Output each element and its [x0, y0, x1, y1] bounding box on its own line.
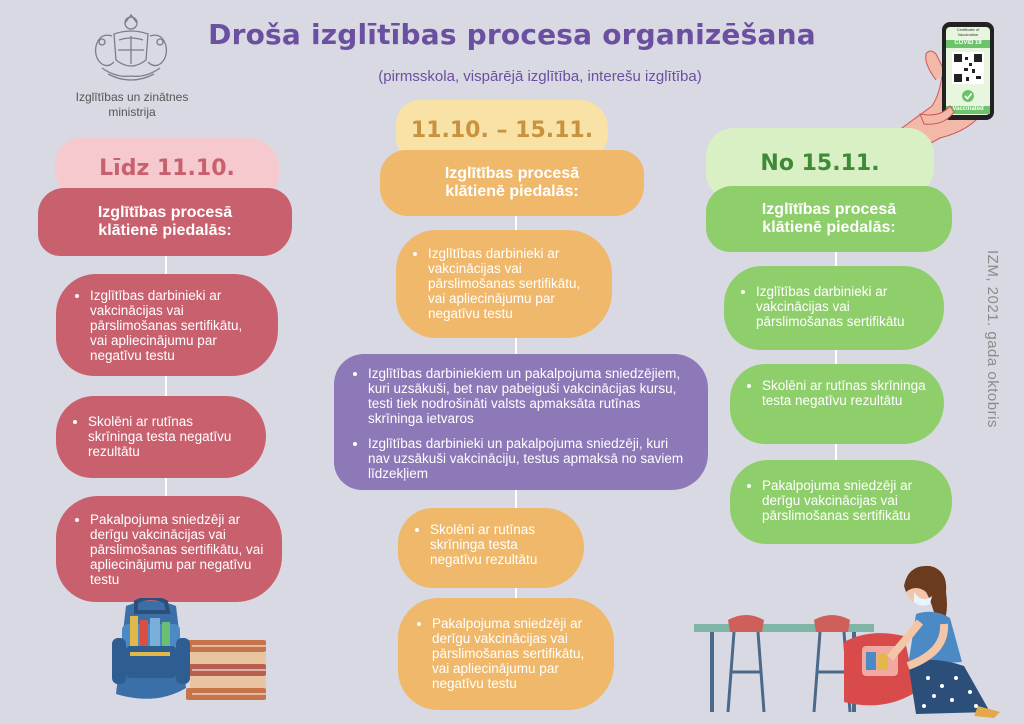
left-subheading-text: Izglītības procesā klātienē piedalās: [97, 204, 233, 239]
right-subheading-text: Izglītības procesā klātienē piedalās: [761, 201, 897, 236]
middle-subheading-text: Izglītības procesā klātienē piedalās: [444, 165, 580, 200]
right-item-3 [730, 460, 952, 544]
left-item-1 [56, 274, 278, 376]
middle-item-2-3 [334, 354, 708, 490]
left-subheading [38, 188, 292, 256]
side-note-text: IZM, 2021. gada oktobris [984, 250, 1001, 428]
cert-covid-label: COVID 19 [954, 40, 982, 46]
ministry-line2: ministrija [108, 105, 156, 119]
left-item-2-text: • Skolēni ar rutīnas skrīninga testa negatīvu rezultātu [88, 414, 248, 459]
right-item-3-text: • Pakalpojuma sniedzēji ar derīgu vakcinācijas vai pārslimošanas sertifikātu [762, 478, 938, 523]
middle-item-4-text: • Skolēni ar rutīnas skrīninga testa negatīvu rezultātu [430, 522, 572, 567]
side-note [985, 250, 1001, 510]
student-classroom-illustration [694, 562, 1004, 718]
cert-status-label: Vaccinated [952, 106, 984, 112]
cert-top-text: Certificate of Vaccination [956, 28, 980, 37]
right-item-2 [730, 364, 944, 444]
ministry-line1: Izglītības un zinātnes [75, 90, 189, 104]
middle-item-1-text: • Izglītības darbinieki ar vakcinācijas vai pārslimošanas sertifikātu, vai apliecinājumu par negatīvu testu [428, 246, 596, 321]
left-heading-text: Līdz 11.10. [99, 155, 235, 181]
right-heading-text: No 15.11. [760, 150, 880, 176]
ministry-name [62, 90, 202, 120]
middle-item-4 [398, 508, 584, 588]
right-subheading [706, 186, 952, 252]
middle-item-3-text: • Izglītības darbinieki un pakalpojuma sniedzēji, kuri nav uzsākuši vakcināciju, testus apmaksā no saviem līdzekļiem [368, 436, 692, 481]
middle-heading-text: 11.10. – 15.11. [410, 117, 594, 143]
middle-item-5-text: • Pakalpojuma sniedzēji ar derīgu vakcinācijas vai pārslimošanas sertifikātu, vai apliecinājumu par negatīvu testu [432, 616, 598, 691]
page-subtitle: (pirmsskola, vispārējā izglītība, interešu izglītība) [378, 68, 702, 85]
right-item-2-text: • Skolēni ar rutīnas skrīninga testa negatīvu rezultātu [762, 378, 928, 408]
backpack-books-illustration [96, 598, 272, 710]
left-item-3-text: • Pakalpojuma sniedzēji ar derīgu vakcinācijas vai pārslimošanas sertifikātu, vai apliecinājumu par negatīvu testu [90, 512, 264, 587]
middle-subheading [380, 150, 644, 216]
right-item-1-text: • Izglītības darbinieki ar vakcinācijas vai pārslimošanas sertifikātu [756, 284, 928, 329]
left-item-2 [56, 396, 266, 478]
middle-item-1 [396, 230, 612, 338]
left-item-1-text: • Izglītības darbinieki ar vakcinācijas vai pārslimošanas sertifikātu, vai apliecinājumu par negatīvu testu [90, 288, 260, 363]
right-item-1 [724, 266, 944, 350]
page-title-wrap [0, 18, 1024, 51]
page-title: Droša izglītības procesa organizēšana [208, 18, 816, 51]
left-item-3 [56, 496, 282, 602]
middle-item-5 [398, 598, 614, 710]
middle-item-2-text: • Izglītības darbiniekiem un pakalpojuma sniedzējiem, kuri uzsākuši, bet nav pabeiguši vakcinācijas kursu, testi tiek nodrošināti valsts apmaksāta rutīnas skrīninga ietvaros [368, 366, 692, 426]
